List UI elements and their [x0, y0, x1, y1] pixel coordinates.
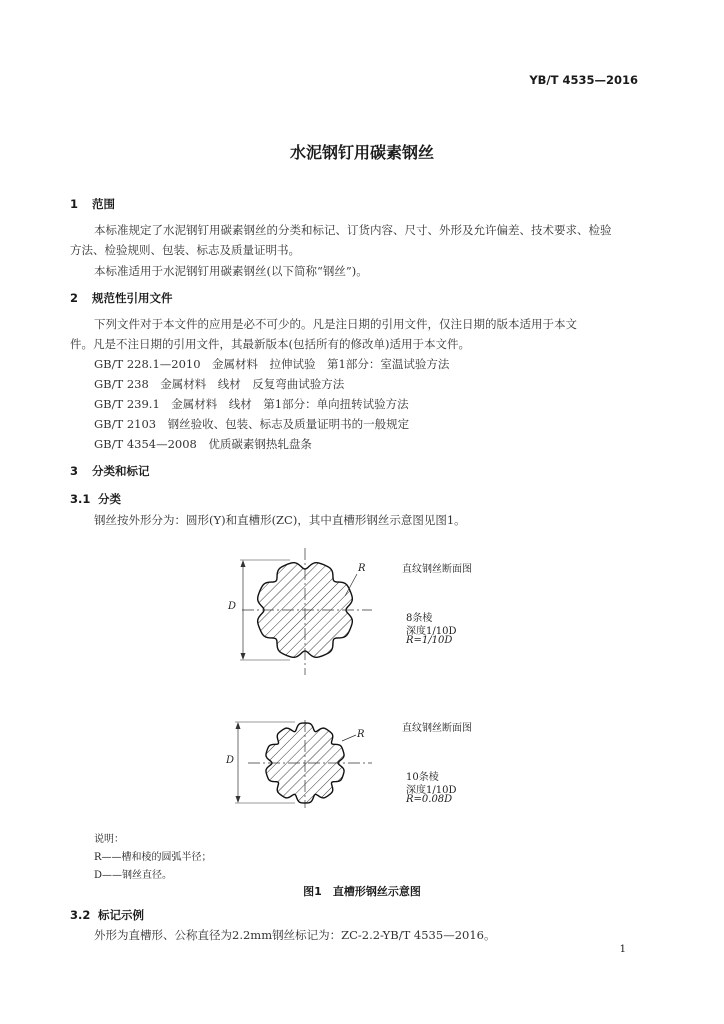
section-number: 3.1: [70, 492, 91, 506]
section-number: 3.2: [70, 908, 91, 922]
reference-item: GB/T 4354—2008 优质碳素钢热轧盘条: [94, 437, 312, 451]
section-number: 1: [70, 197, 79, 211]
rib-radius: R=0.08D: [406, 794, 453, 805]
figure-caption: 图1 直槽形钢丝示意图: [303, 885, 421, 898]
section-title: 标记示例: [98, 908, 144, 922]
figure-section-title: 直纹钢丝断面图: [402, 723, 472, 734]
paragraph: 下列文件对于本文件的应用是必不可少的。凡是注日期的引用文件，仅注日期的版本适用于本文: [94, 317, 577, 331]
diameter-label: D: [228, 601, 237, 612]
section-number: 2: [70, 291, 79, 305]
paragraph: 本标准规定了水泥钢钉用碳素钢丝的分类和标记、订货内容、尺寸、外形及允许偏差、技术要求、检验: [94, 223, 612, 237]
paragraph: 外形为直槽形、公称直径为2.2mm钢丝标记为：ZC-2.2-YB/T 4535—2016。: [94, 928, 496, 942]
legend-item: D——钢丝直径。: [94, 870, 173, 881]
reference-item: GB/T 239.1 金属材料 线材 第1部分：单向扭转试验方法: [94, 397, 409, 411]
standard-number: YB/T 4535—2016: [529, 73, 638, 87]
legend-title: 说明：: [94, 834, 124, 845]
rib-depth: 深度1/10D: [406, 785, 457, 796]
paragraph: 方法、检验规则、包装、标志及质量证明书。: [70, 243, 300, 257]
diameter-label: D: [226, 755, 235, 766]
radius-label: R: [357, 729, 365, 740]
reference-item: GB/T 238 金属材料 线材 反复弯曲试验方法: [94, 377, 345, 391]
section-title: 分类和标记: [92, 464, 150, 478]
rib-depth: 深度1/10D: [406, 626, 457, 637]
rib-count: 10条棱: [406, 772, 439, 783]
section-title: 分类: [98, 492, 121, 506]
radius-leader: [342, 735, 356, 741]
reference-item: GB/T 228.1—2010 金属材料 拉伸试验 第1部分：室温试验方法: [94, 357, 450, 371]
page-number: 1: [619, 944, 626, 955]
legend-item: R——槽和棱的圆弧半径；: [94, 852, 212, 863]
paragraph: 钢丝按外形分为：圆形(Y)和直槽形(ZC)，其中直槽形钢丝示意图见图1。: [94, 513, 466, 527]
section-title: 范围: [92, 197, 115, 211]
figure-section-title: 直纹钢丝断面图: [402, 564, 472, 575]
rib-count: 8条棱: [406, 613, 433, 624]
section-number: 3: [70, 464, 79, 478]
rib-radius: R=1/10D: [406, 635, 453, 646]
paragraph: 本标准适用于水泥钢钉用碳素钢丝(以下简称“钢丝”)。: [94, 264, 368, 278]
section-3-2-heading: [70, 907, 144, 923]
section-title: 规范性引用文件: [92, 291, 173, 305]
reference-item: GB/T 2103 钢丝验收、包装、标志及质量证明书的一般规定: [94, 417, 410, 431]
radius-label: R: [358, 563, 366, 574]
paragraph: 件。凡是不注日期的引用文件，其最新版本(包括所有的修改单)适用于本文件。: [70, 337, 470, 351]
document-title: 水泥钢钉用碳素钢丝: [289, 143, 434, 162]
